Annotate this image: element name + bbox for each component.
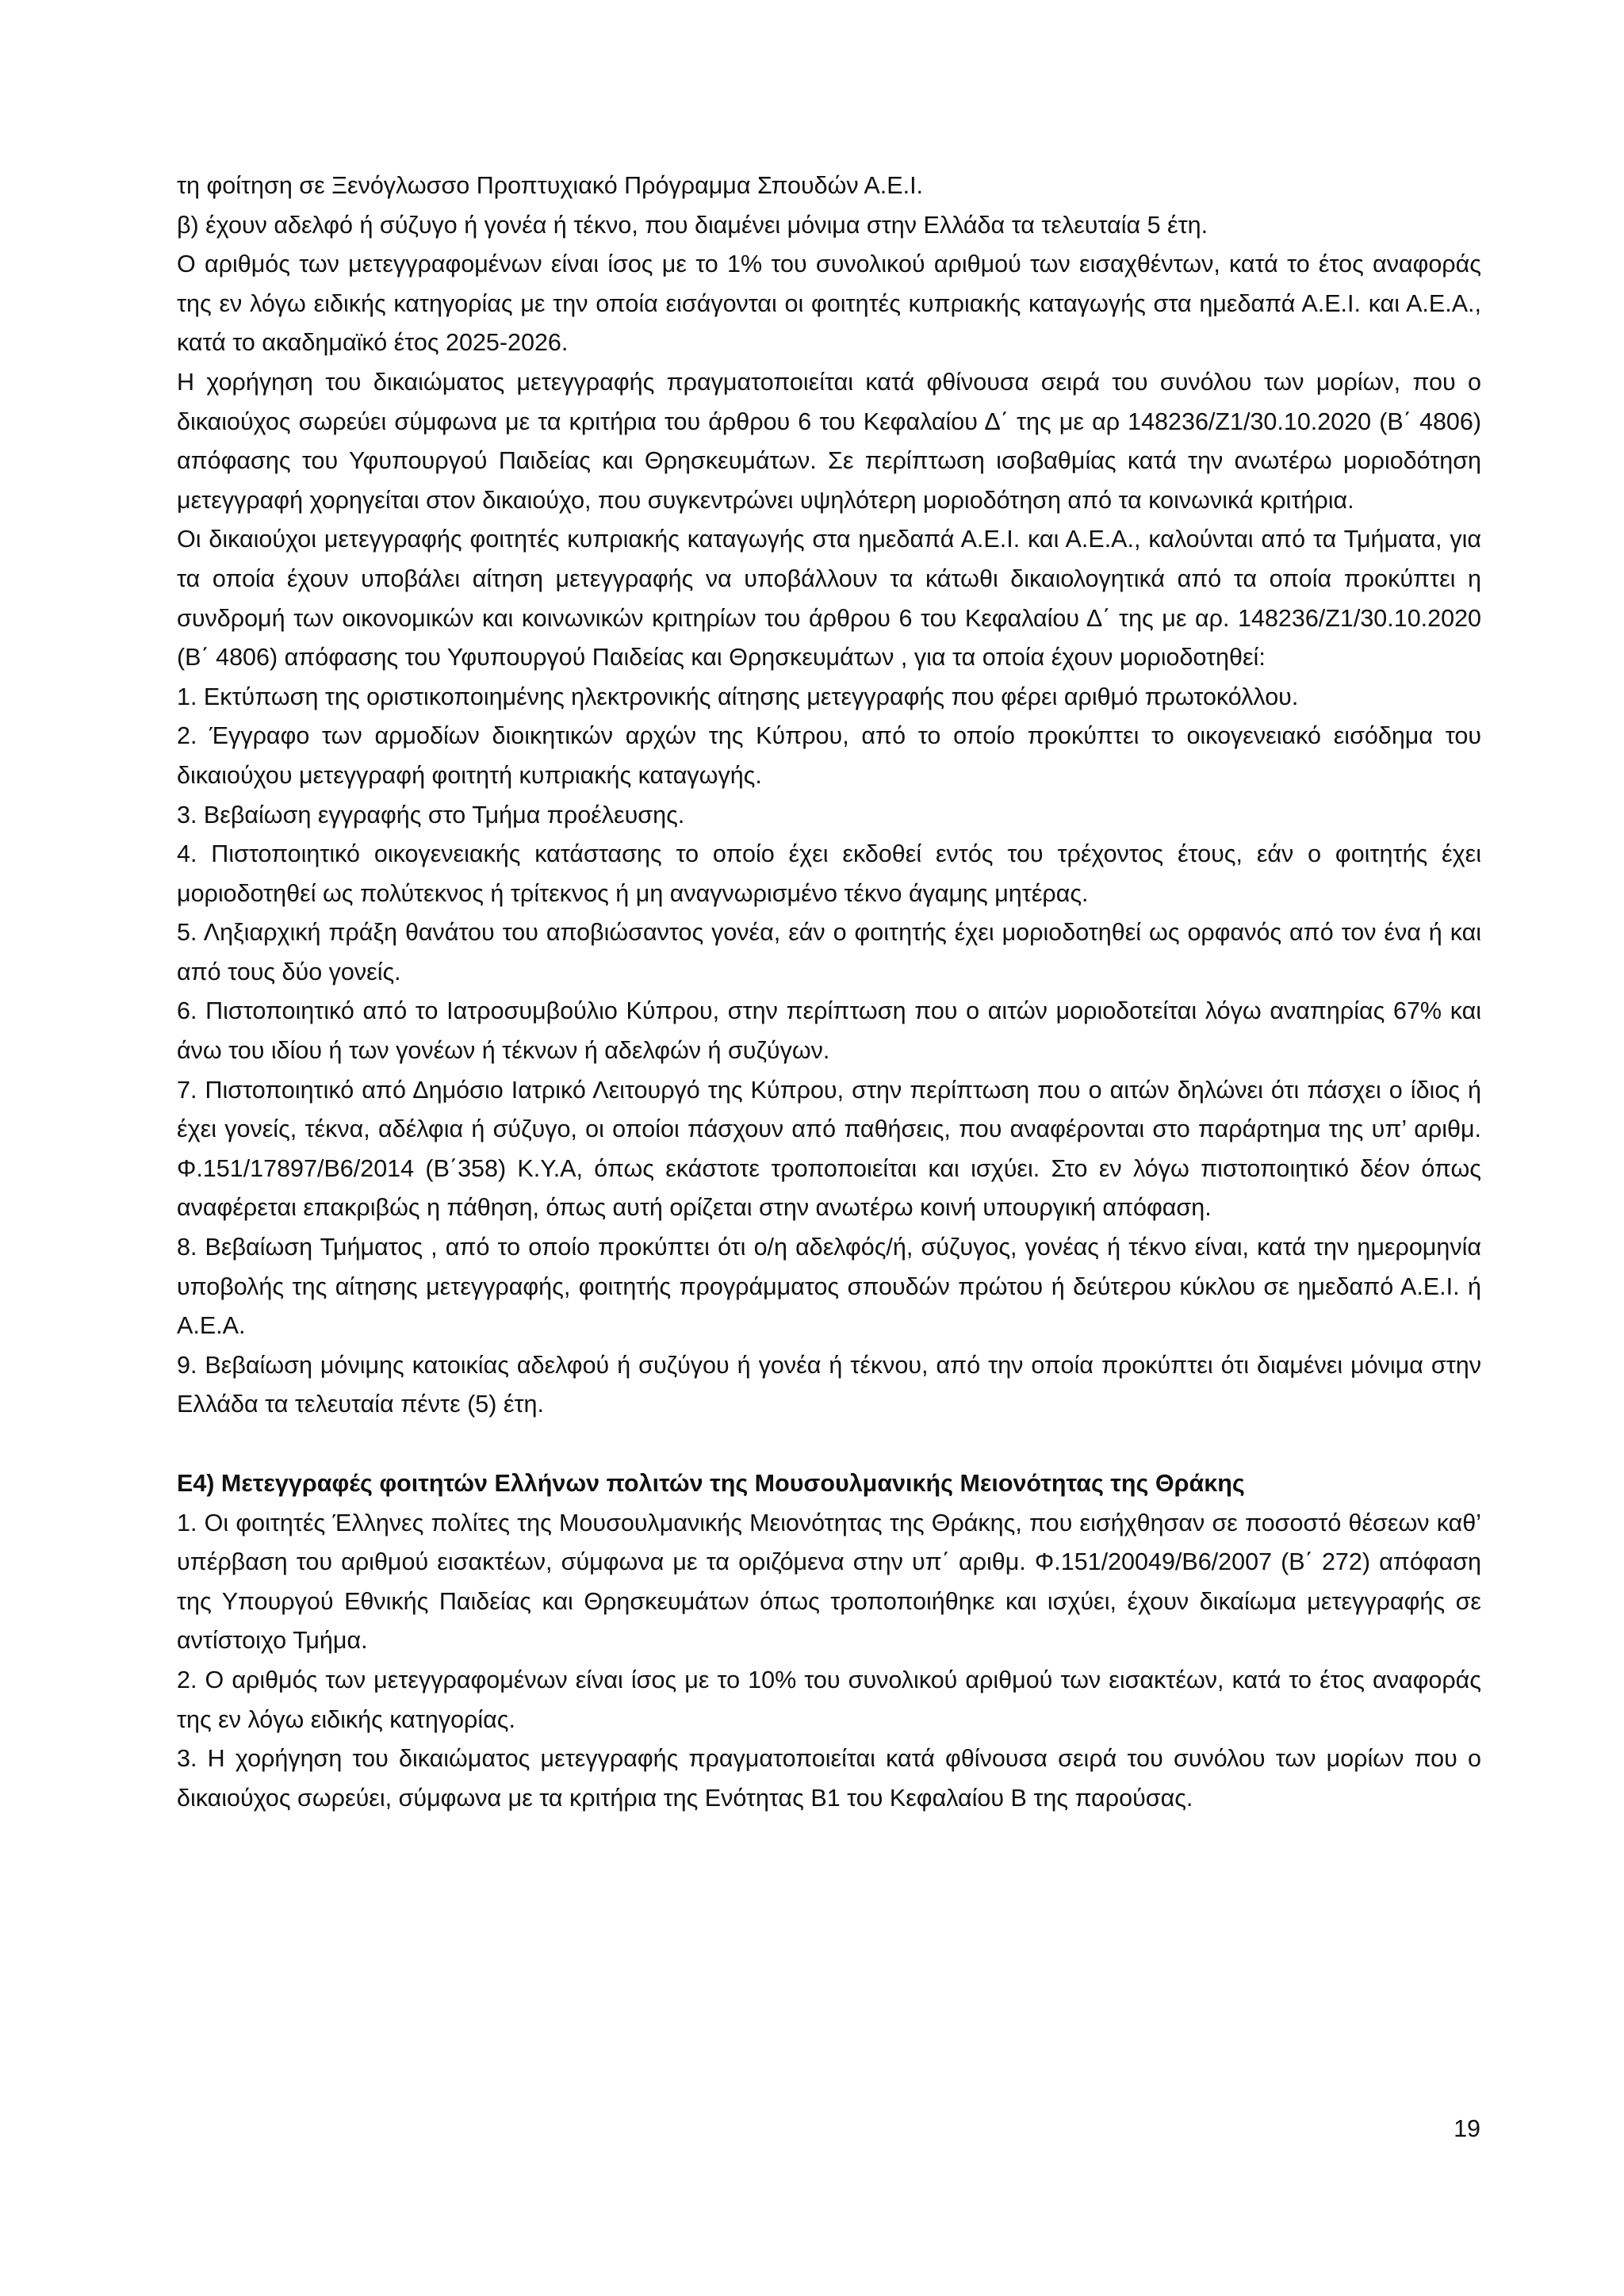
list-item: 1. Οι φοιτητές Έλληνες πολίτες της Μουσουλμανικής Μειονότητας της Θράκης, που εισήχθησαν σε ποσοστό θέσεων καθ’ υπέρβαση του αριθμού εισακτέων, σύμφωνα με τα οριζόμενα στην υπ΄ αριθμ. Φ.151/20049/Β6/2007 (Β΄ 272) απόφαση της Υπουργού Εθνικής Παιδείας και Θρησκευμάτων όπως τροποποιήθηκε και ισχύει, έχουν δικαίωμα μετεγγραφής σε αντίστοιχο Τμήμα.	[177, 1509, 1481, 1655]
document-page	[177, 166, 1481, 1818]
paragraph: τη φοίτηση σε Ξενόγλωσσο Προπτυχιακό Πρόγραμμα Σπουδών Α.Ε.Ι.	[177, 172, 924, 199]
list-item: 1. Εκτύπωση της οριστικοποιημένης ηλεκτρονικής αίτησης μετεγγραφής που φέρει αριθμό πρωτοκόλλου.	[177, 683, 1299, 710]
list-item: 6. Πιστοποιητικό από το Ιατροσυμβούλιο Κύπρου, στην περίπτωση που ο αιτών μοριοδοτείται λόγω αναπηρίας 67% και άνω του ιδίου ή των γονέων ή τέκνων ή αδελφών ή συζύγων.	[177, 997, 1481, 1065]
paragraph: Ο αριθμός των μετεγγραφομένων είναι ίσος με το 1% του συνολικού αριθμού των εισαχθέντων, κατά το έτος αναφοράς της εν λόγω ειδικής κατηγορίας με την οποία εισάγονται οι φοιτητές κυπριακής καταγωγής στα ημεδαπά Α.Ε.Ι. και Α.Ε.Α., κατά το ακαδημαϊκό έτος 2025-2026.	[177, 251, 1481, 357]
section-spacer	[177, 1425, 1481, 1464]
paragraph: Οι δικαιούχοι μετεγγραφής φοιτητές κυπριακής καταγωγής στα ημεδαπά Α.Ε.Ι. και Α.Ε.Α., καλούνται από τα Τμήματα, για τα οποία έχουν υποβάλει αίτηση μετεγγραφής να υποβάλλουν τα κάτωθι δικαιολογητικά από τα οποία προκύπτει η συνδρομή των οικονομικών και κοινωνικών κριτηρίων του άρθρου 6 του Κεφαλαίου Δ΄ της με αρ. 148236/Ζ1/30.10.2020 (Β΄ 4806) απόφασης του Υφυπουργού Παιδείας και Θρησκευμάτων , για τα οποία έχουν μοριοδοτηθεί:	[177, 526, 1481, 672]
paragraph: Η χορήγηση του δικαιώματος μετεγγραφής πραγματοποιείται κατά φθίνουσα σειρά του συνόλου των μορίων, που ο δικαιούχος σωρεύει σύμφωνα με τα κριτήρια του άρθρου 6 του Κεφαλαίου Δ΄ της με αρ 148236/Ζ1/30.10.2020 (Β΄ 4806) απόφασης του Υφυπουργού Παιδείας και Θρησκευμάτων. Σε περίπτωση ισοβαθμίας κατά την ανωτέρω μοριοδότηση μετεγγραφή χορηγείται στον δικαιούχο, που συγκεντρώνει υψηλότερη μοριοδότηση από τα κοινωνικά κριτήρια.	[177, 368, 1481, 514]
list-item: 5. Ληξιαρχική πράξη θανάτου του αποβιώσαντος γονέα, εάν ο φοιτητής έχει μοριοδοτηθεί ως ορφανός από τον ένα ή και από τους δύο γονείς.	[177, 919, 1481, 985]
section-heading: Ε4) Μετεγγραφές φοιτητών Ελλήνων πολιτών της Μουσουλμανικής Μειονότητας της Θράκης	[177, 1470, 1245, 1497]
list-item: 4. Πιστοποιητικό οικογενειακής κατάστασης το οποίο έχει εκδοθεί εντός του τρέχοντος έτους, εάν ο φοιτητής έχει μοριοδοτηθεί ως πολύτεκνος ή τρίτεκνος ή μη αναγνωρισμένο τέκνο άγαμης μητέρας.	[177, 840, 1481, 907]
list-item: 7. Πιστοποιητικό από Δημόσιο Ιατρικό Λειτουργό της Κύπρου, στην περίπτωση που ο αιτών δηλώνει ότι πάσχει ο ίδιος ή έχει γονείς, τέκνα, αδέλφια ή σύζυγο, οι οποίοι πάσχουν από παθήσεις, που αναφέρονται στο παράρτημα της υπ’ αριθμ. Φ.151/17897/Β6/2014 (Β΄358) Κ.Υ.Α, όπως εκάστοτε τροποποιείται και ισχύει. Στο εν λόγω πιστοποιητικό δέον όπως αναφέρεται επακριβώς η πάθηση, όπως αυτή ορίζεται στην ανωτέρω κοινή υπουργική απόφαση.	[177, 1076, 1481, 1222]
list-item: 3. Η χορήγηση του δικαιώματος μετεγγραφής πραγματοποιείται κατά φθίνουσα σειρά του συνόλου των μορίων που ο δικαιούχος σωρεύει, σύμφωνα με τα κριτήρια της Ενότητας Β1 του Κεφαλαίου Β της παρούσας.	[177, 1745, 1481, 1812]
list-item: 3. Βεβαίωση εγγραφής στο Τμήμα προέλευσης.	[177, 801, 685, 828]
list-item: 9. Βεβαίωση μόνιμης κατοικίας αδελφού ή συζύγου ή γονέα ή τέκνου, από την οποία προκύπτει ότι διαμένει μόνιμα στην Ελλάδα τα τελευταία πέντε (5) έτη.	[177, 1351, 1481, 1418]
list-item: 2. Ο αριθμός των μετεγγραφομένων είναι ίσος με το 10% του συνολικού αριθμού των εισακτέων, κατά το έτος αναφοράς της εν λόγω ειδικής κατηγορίας.	[177, 1666, 1481, 1733]
list-item: 2. Έγγραφο των αρμοδίων διοικητικών αρχών της Κύπρου, από το οποίο προκύπτει το οικογενειακό εισόδημα του δικαιούχου μετεγγραφή φοιτητή κυπριακής καταγωγής.	[177, 722, 1481, 789]
page-number: 19	[1454, 2115, 1480, 2142]
paragraph: β) έχουν αδελφό ή σύζυγο ή γονέα ή τέκνο, που διαμένει μόνιμα στην Ελλάδα τα τελευταία 5 έτη.	[177, 211, 1208, 239]
list-item: 8. Βεβαίωση Τμήματος , από το οποίο προκύπτει ότι ο/η αδελφός/ή, σύζυγος, γονέας ή τέκνο είναι, κατά την ημερομηνία υποβολής της αίτησης μετεγγραφής, φοιτητής προγράμματος σπουδών πρώτου ή δεύτερου κύκλου σε ημεδαπό Α.Ε.Ι. ή Α.Ε.Α.	[177, 1234, 1481, 1340]
